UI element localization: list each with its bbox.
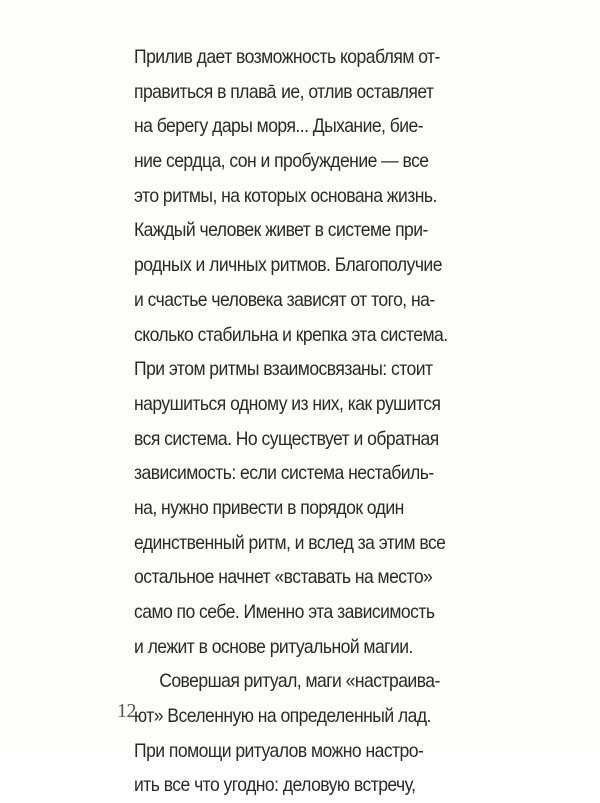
text-line: При помощи ритуалов можно настро- xyxy=(134,739,424,762)
text-line: нарушиться одному из них, как рушится xyxy=(134,392,441,415)
paragraph-start-line: Совершая ритуал, маги «настраива- xyxy=(159,670,440,693)
text-line: и лежит в основе ритуальной магии. xyxy=(134,635,413,658)
text-line: Прилив дает возможность кораблям от- xyxy=(134,46,440,68)
text-line: вся система. Но существует и обратная xyxy=(134,427,439,450)
text-line: родных и личных ритмов. Благополучие xyxy=(134,254,442,277)
text-line: При этом ритмы взаимосвязаны: стоит xyxy=(134,358,433,381)
text-line: и счастье человека зависят от того, на- xyxy=(134,288,435,311)
page-number: 12 xyxy=(117,700,136,722)
text-line: ние сердца, сон и пробуждение — все xyxy=(134,150,429,173)
body-text xyxy=(134,40,494,803)
text-line: зависимость: если система нестабиль- xyxy=(134,462,434,485)
text-line: единственный ритм, и вслед за этим все xyxy=(134,531,446,554)
text-line: остальное начнет «вставать на место» xyxy=(134,566,433,589)
text-line: это ритмы, на которых основана жизнь. xyxy=(134,184,437,207)
text-line: ить все что угодно: деловую встречу, xyxy=(134,774,416,797)
text-line: на берегу дары моря... Дыхание, бие- xyxy=(134,115,424,138)
text-line: на, нужно привести в порядок один xyxy=(134,496,404,519)
text-line: само по себе. Именно эта зависимость xyxy=(134,601,435,623)
text-line: сколько стабильна и крепка эта система. xyxy=(134,323,448,346)
text-line: ют» Вселенную на определенный лад. xyxy=(134,705,431,728)
text-line: правиться в плава̄ ие, отлив оставляет xyxy=(134,80,434,103)
text-line: Каждый человек живет в системе при- xyxy=(134,219,428,242)
